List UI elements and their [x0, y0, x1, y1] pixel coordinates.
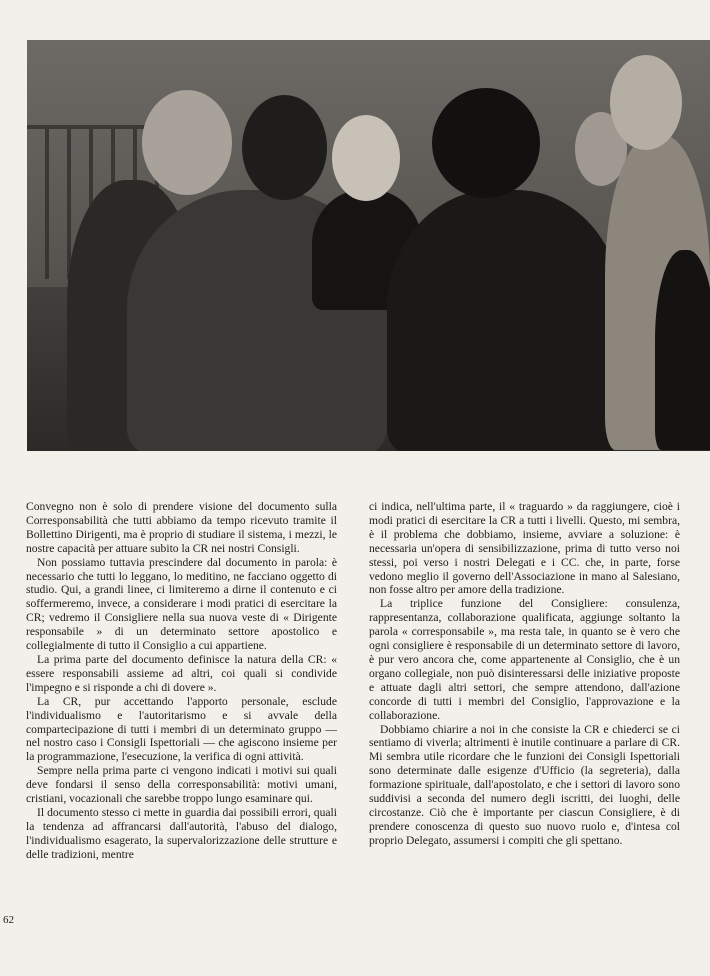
- photo-head-priest: [332, 115, 400, 201]
- photo-head-dark-hair: [432, 88, 540, 198]
- paragraph: Dobbiamo chiarire a noi in che consiste la CR e chiederci se ci sentiamo di viverla; altrimenti è inutile continuare a parlare di CR. Mi sembra utile ricordare che le funzioni dei Consigli Ispettoriali sono determinate dalle esigenze d'Ufficio (la segreteria), dalla formazione spirituale, dall'apostolato, e che i settori di lavoro sono suddivisi a seconda del numero degli iscritti, dei luoghi, delle circostanze. Ciò che è importante per ciascun Consigliere, è di prendere conoscenza di questo suo nuovo ruolo e, d'intesa col proprio Delegato, assumersi i compiti che gli spettano.: [369, 722, 680, 847]
- photo-head-right: [610, 55, 682, 150]
- paragraph: Non possiamo tuttavia prescindere dal documento in parola: è necessario che tutti lo leggano, lo meditino, ne facciano oggetto di studio. Qui, a grandi linee, ci limiteremo a dirne il contenuto e ci soffermeremo, invece, a considerare i modi pratici di esercitare la CR; vedremo il Consigliere nella sua nuova veste di « Dirigente responsabile » di un determinato settore apostolico e collegialmente di tutto il Consiglio a cui appartiene.: [26, 555, 337, 653]
- photo-head-left: [142, 90, 232, 195]
- paragraph: Il documento stesso ci mette in guardia dai possibili errori, quali la tendenza ad affrancarsi dall'autorità, l'abuso del dialogo, l'individualismo esagerato, la supervalorizzazione delle strutture e delle tradizioni, mentre: [26, 805, 337, 861]
- paragraph: ci indica, nell'ultima parte, il « traguardo » da raggiungere, cioè i modi pratici di esercitare la CR a tutti i livelli. Questo, mi sembra, è il problema che dobbiamo, insieme, avviare a soluzione: è necessaria un'opera di sensibilizzazione, prima di tutto verso noi stessi, poi verso i nostri Delegati e i CC. che, in parte, forse vedono meglio il governo dell'Associazione in mano al Salesiano, non fosse altro per amore della tradizione.: [369, 500, 680, 597]
- paragraph: Convegno non è solo di prendere visione del documento sulla Corresponsabilità che tutti abbiamo da tempo ricevuto tramite il Bollettino Dirigenti, ma è proprio di studiare il sistema, i mezzi, le nostre capacità per attuare subito la CR nei nostri Consigli.: [26, 500, 337, 555]
- photo-figure-far-right: [655, 250, 710, 450]
- photo-head-center-back: [242, 95, 327, 200]
- paragraph: La prima parte del documento definisce la natura della CR: « essere responsabili assieme ad altri, coi quali si condivide l'impegno e si risponde a chi di dovere ».: [26, 652, 337, 694]
- paragraph: Sempre nella prima parte ci vengono indicati i motivi sui quali deve fondarsi il senso della corresponsabilità: motivi umani, cristiani, vocazionali che sarebbe troppo lungo esaminare qui.: [26, 764, 337, 806]
- photo-figure-dark-coat: [387, 190, 622, 451]
- photo-group-of-men: [27, 40, 710, 451]
- paragraph: La triplice funzione del Consigliere: consulenza, rappresentanza, collaborazione qualificata, aggiunge soltanto la parola « corresponsabile », ma resta tale, in quanto se è vero che ogni consigliere è responsabile di un determinato settore di lavoro, è pur vero ancora che, come appartenente al Consiglio, che è un organo collegiale, non può disinteressarsi delle iniziative proposte e attuate dagli altri settori, che sempre attendono, dall'azione concorde di tutti i membri del Consiglio, l'approvazione e la collaborazione.: [369, 597, 680, 722]
- text-column-left: [26, 500, 337, 862]
- page-number: 62: [3, 914, 14, 926]
- paragraph: La CR, pur accettando l'apporto personale, esclude l'individualismo e l'autoritarismo e si avvale della compartecipazione di tutti i membri di un determinato gruppo — nel nostro caso i Consigli Ispettoriali — che agiscono insieme per la programmazione, l'esecuzione, la verifica di ogni attività.: [26, 694, 337, 764]
- text-column-right: [369, 500, 680, 848]
